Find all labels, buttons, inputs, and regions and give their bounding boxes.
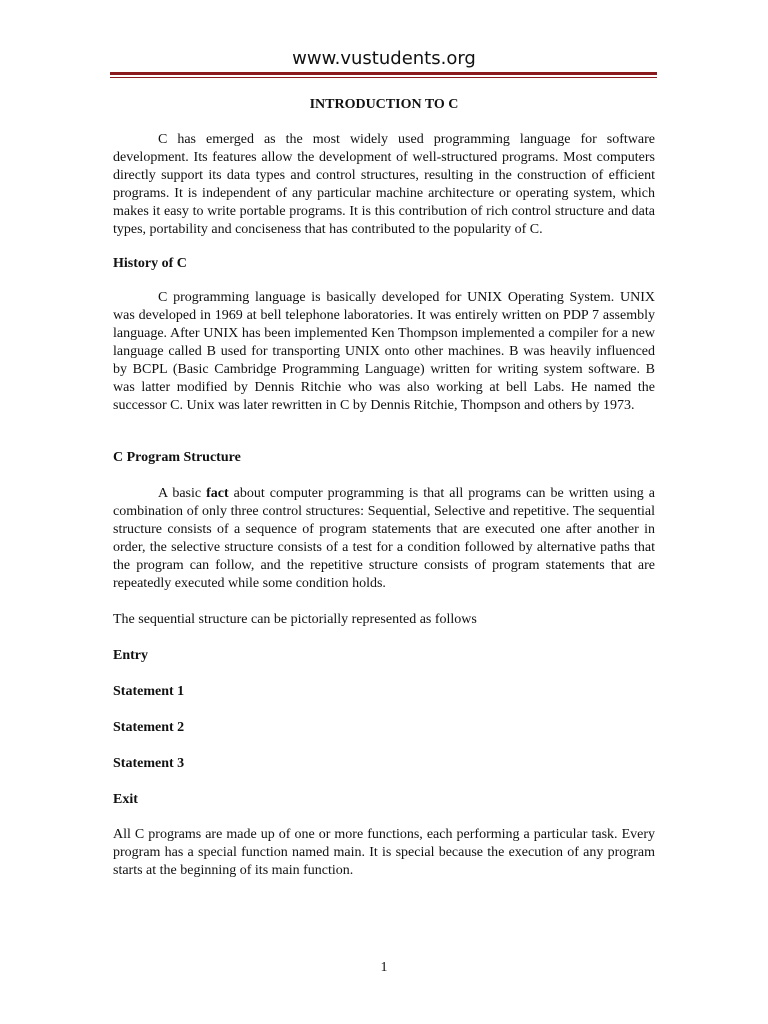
flow-statement-3: Statement 3 <box>113 756 185 771</box>
structure-para-rest: about computer programming is that all programs can be written using a combination of only three control structures: Sequential, Selective and repetitive. The sequential structure consists of a sequence of program statements that are executed one after another in order, the selective structure consists of a test for a condition followed by alternative paths that the program can follow, and the repetitive structure consists of program statements that are repeatedly executed while some condition holds. <box>113 486 655 591</box>
flow-entry: Entry <box>113 648 148 663</box>
structure-heading: C Program Structure <box>113 450 241 465</box>
structure-paragraph <box>113 485 655 593</box>
structure-para-bold: fact <box>206 486 229 501</box>
header-rule-thick <box>110 72 657 75</box>
header-rule-thin <box>110 77 657 78</box>
history-heading: History of C <box>113 256 187 271</box>
sequential-intro: The sequential structure can be pictorially represented as follows <box>113 612 477 627</box>
flow-statement-2: Statement 2 <box>113 720 185 735</box>
intro-paragraph: C has emerged as the most widely used programming language for software development. Its features allow the development of well-structured programs. Most computers directly support its data types and control structures, resulting in the construction of efficient programs. It is independent of any particular machine architecture or operating system, which makes it easy to write portable programs. It is this contribution of rich control structure and data types, portability and conciseness that has contributed to the popularity of C. <box>113 132 655 237</box>
site-header: www.vustudents.org <box>292 48 476 69</box>
flow-statement-1: Statement 1 <box>113 684 185 699</box>
page-number: 1 <box>380 960 388 975</box>
history-paragraph: C programming language is basically developed for UNIX Operating System. UNIX was developed in 1969 at bell telephone laboratories. It was entirely written on PDP 7 assembly language. After UNIX has been implemented Ken Thompson implemented a compiler for a new language called B used for transporting UNIX onto other machines. B was heavily influenced by BCPL (Basic Cambridge Programming Language) written for writing system software. B was latter modified by Dennis Ritchie who was also working at bell Labs. He named the successor C. Unix was later rewritten in C by Dennis Ritchie, Thompson and others by 1973. <box>113 290 655 413</box>
structure-para-start: A basic <box>158 486 207 501</box>
flow-exit: Exit <box>113 792 138 807</box>
page-title: INTRODUCTION TO C <box>309 97 459 112</box>
closing-paragraph: All C programs are made up of one or more functions, each performing a particular task. Every program has a special function named main. It is special because the execution of any program starts at the beginning of its main function. <box>113 827 655 878</box>
document-body <box>113 96 655 880</box>
